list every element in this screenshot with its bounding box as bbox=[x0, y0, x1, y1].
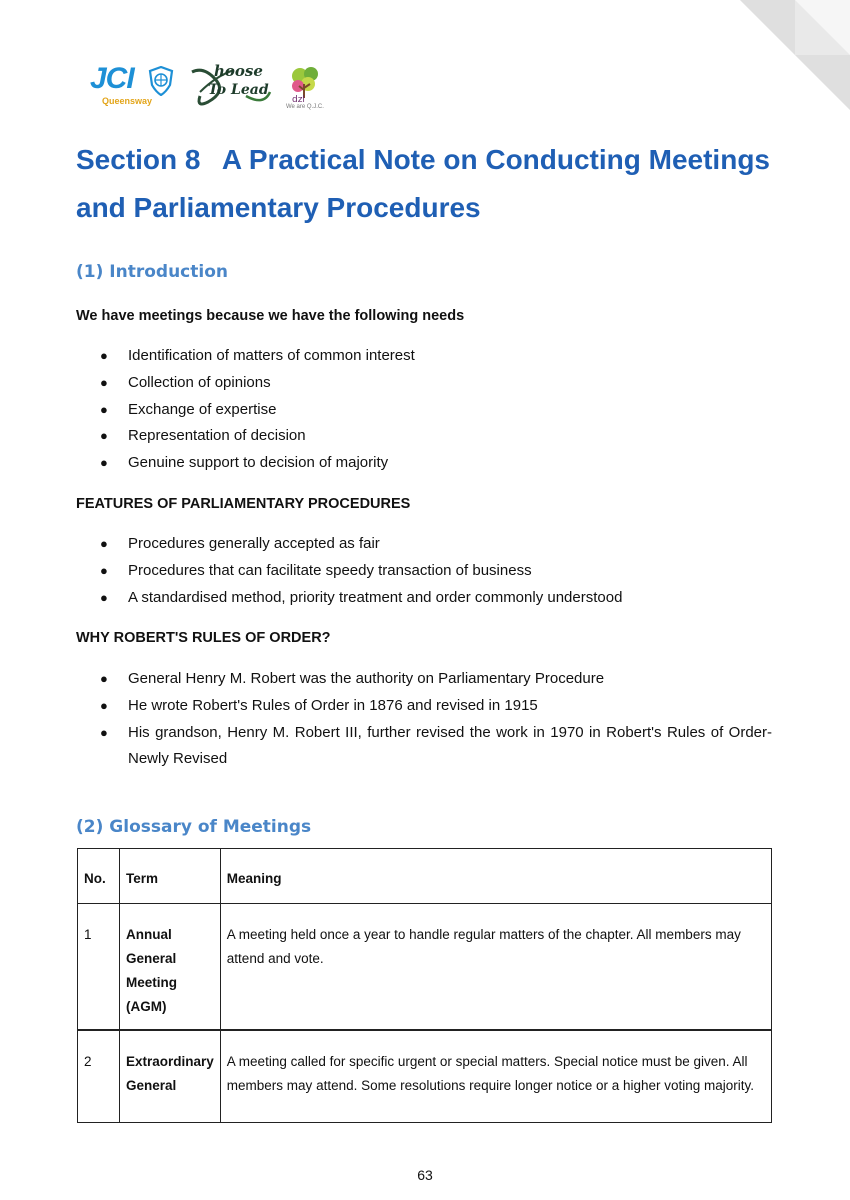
row-number: 2 bbox=[78, 1030, 120, 1123]
list-item bbox=[76, 666, 772, 693]
choose-to-lead-logo bbox=[186, 62, 276, 117]
title-line1: A Practical Note on Conducting Meetings bbox=[221, 144, 770, 175]
jci-logo-word: JCI bbox=[90, 62, 134, 95]
bullet-icon: ● bbox=[100, 348, 108, 363]
list-item bbox=[76, 343, 772, 370]
logo-strip bbox=[90, 62, 340, 112]
list-item bbox=[76, 693, 772, 720]
list-item-text: Identification of matters of common interest bbox=[128, 347, 415, 364]
jci-shield-icon bbox=[148, 66, 174, 96]
row-number: 1 bbox=[78, 904, 120, 1031]
list-item bbox=[76, 558, 772, 585]
list-item bbox=[76, 720, 772, 774]
list-item-text: He wrote Robert's Rules of Order in 1876 and revised in 1915 bbox=[128, 696, 538, 714]
column-header-meaning: Meaning bbox=[220, 849, 771, 904]
list-item bbox=[76, 423, 772, 450]
to-lead-logo-text: To Lead bbox=[208, 82, 269, 98]
list-item bbox=[76, 531, 772, 558]
table-row bbox=[78, 1030, 772, 1123]
column-header-no: No. bbox=[78, 849, 120, 904]
introduction-heading: (1) Introduction bbox=[76, 262, 228, 282]
tree-icon bbox=[286, 64, 326, 104]
bullet-icon: ● bbox=[100, 374, 108, 390]
list-item-text: Representation of decision bbox=[128, 427, 306, 445]
needs-list bbox=[76, 343, 772, 477]
list-item-text: Exchange of expertise bbox=[128, 400, 277, 418]
list-item bbox=[76, 585, 772, 612]
we-are-qjc-logo bbox=[286, 64, 326, 109]
list-item-text: Procedures generally accepted as fair bbox=[128, 535, 380, 552]
table-row bbox=[78, 904, 772, 1031]
svg-text:dzl: dzl bbox=[292, 95, 305, 104]
page-title bbox=[76, 136, 770, 232]
bullet-icon: ● bbox=[100, 428, 108, 444]
page-corner-fold bbox=[740, 0, 850, 110]
page-number: 63 bbox=[417, 1167, 433, 1183]
row-meaning: A meeting held once a year to handle regular matters of the chapter. All members may attend and vote. bbox=[220, 904, 771, 1031]
title-line2: and Parliamentary Procedures bbox=[76, 192, 481, 223]
bullet-icon: ● bbox=[100, 589, 108, 605]
jci-queensway-logo bbox=[90, 64, 152, 106]
row-meaning: A meeting called for specific urgent or special matters. Special notice must be given. All members may attend. Some resolutions require longer notice or a higher voting majority. bbox=[220, 1030, 771, 1123]
bullet-icon: ● bbox=[100, 455, 108, 471]
features-list bbox=[76, 531, 772, 611]
why-heading: WHY ROBERT'S RULES OF ORDER? bbox=[76, 630, 331, 646]
list-item-text: Collection of opinions bbox=[128, 373, 271, 391]
list-item-text: Genuine support to decision of majority bbox=[128, 454, 389, 472]
list-item-text: A standardised method, priority treatment and order commonly understood bbox=[128, 588, 623, 606]
list-item bbox=[76, 450, 772, 477]
why-list bbox=[76, 666, 772, 773]
list-item bbox=[76, 370, 772, 397]
bullet-icon: ● bbox=[100, 536, 108, 551]
column-header-term: Term bbox=[120, 849, 221, 904]
features-heading: FEATURES OF PARLIAMENTARY PROCEDURES bbox=[76, 496, 411, 512]
row-term: Annual General Meeting (AGM) bbox=[120, 904, 221, 1031]
choose-logo-text: hoose bbox=[214, 62, 263, 80]
bullet-icon: ● bbox=[100, 724, 108, 740]
bullet-icon: ● bbox=[100, 401, 108, 417]
table-header-row bbox=[78, 849, 772, 904]
list-item-text: His grandson, Henry M. Robert III, further revised the work in 1970 in Robert's Rules of Order-Newly Revised bbox=[128, 723, 772, 768]
list-item bbox=[76, 397, 772, 424]
list-item-text: Procedures that can facilitate speedy transaction of business bbox=[128, 561, 532, 579]
jci-logo-subtitle: Queensway bbox=[102, 96, 153, 106]
bullet-icon: ● bbox=[100, 671, 108, 686]
list-item-text: General Henry M. Robert was the authority on Parliamentary Procedure bbox=[128, 670, 605, 687]
bullet-icon: ● bbox=[100, 562, 108, 578]
glossary-heading: (2) Glossary of Meetings bbox=[76, 817, 312, 837]
row-term: Extraordinary General bbox=[120, 1030, 221, 1123]
we-are-qjc-caption: We are Q.J.C. bbox=[286, 104, 324, 110]
glossary-table bbox=[77, 848, 772, 1123]
needs-heading: We have meetings because we have the following needs bbox=[76, 308, 465, 324]
bullet-icon: ● bbox=[100, 697, 108, 713]
section-number: Section 8 bbox=[76, 144, 201, 175]
